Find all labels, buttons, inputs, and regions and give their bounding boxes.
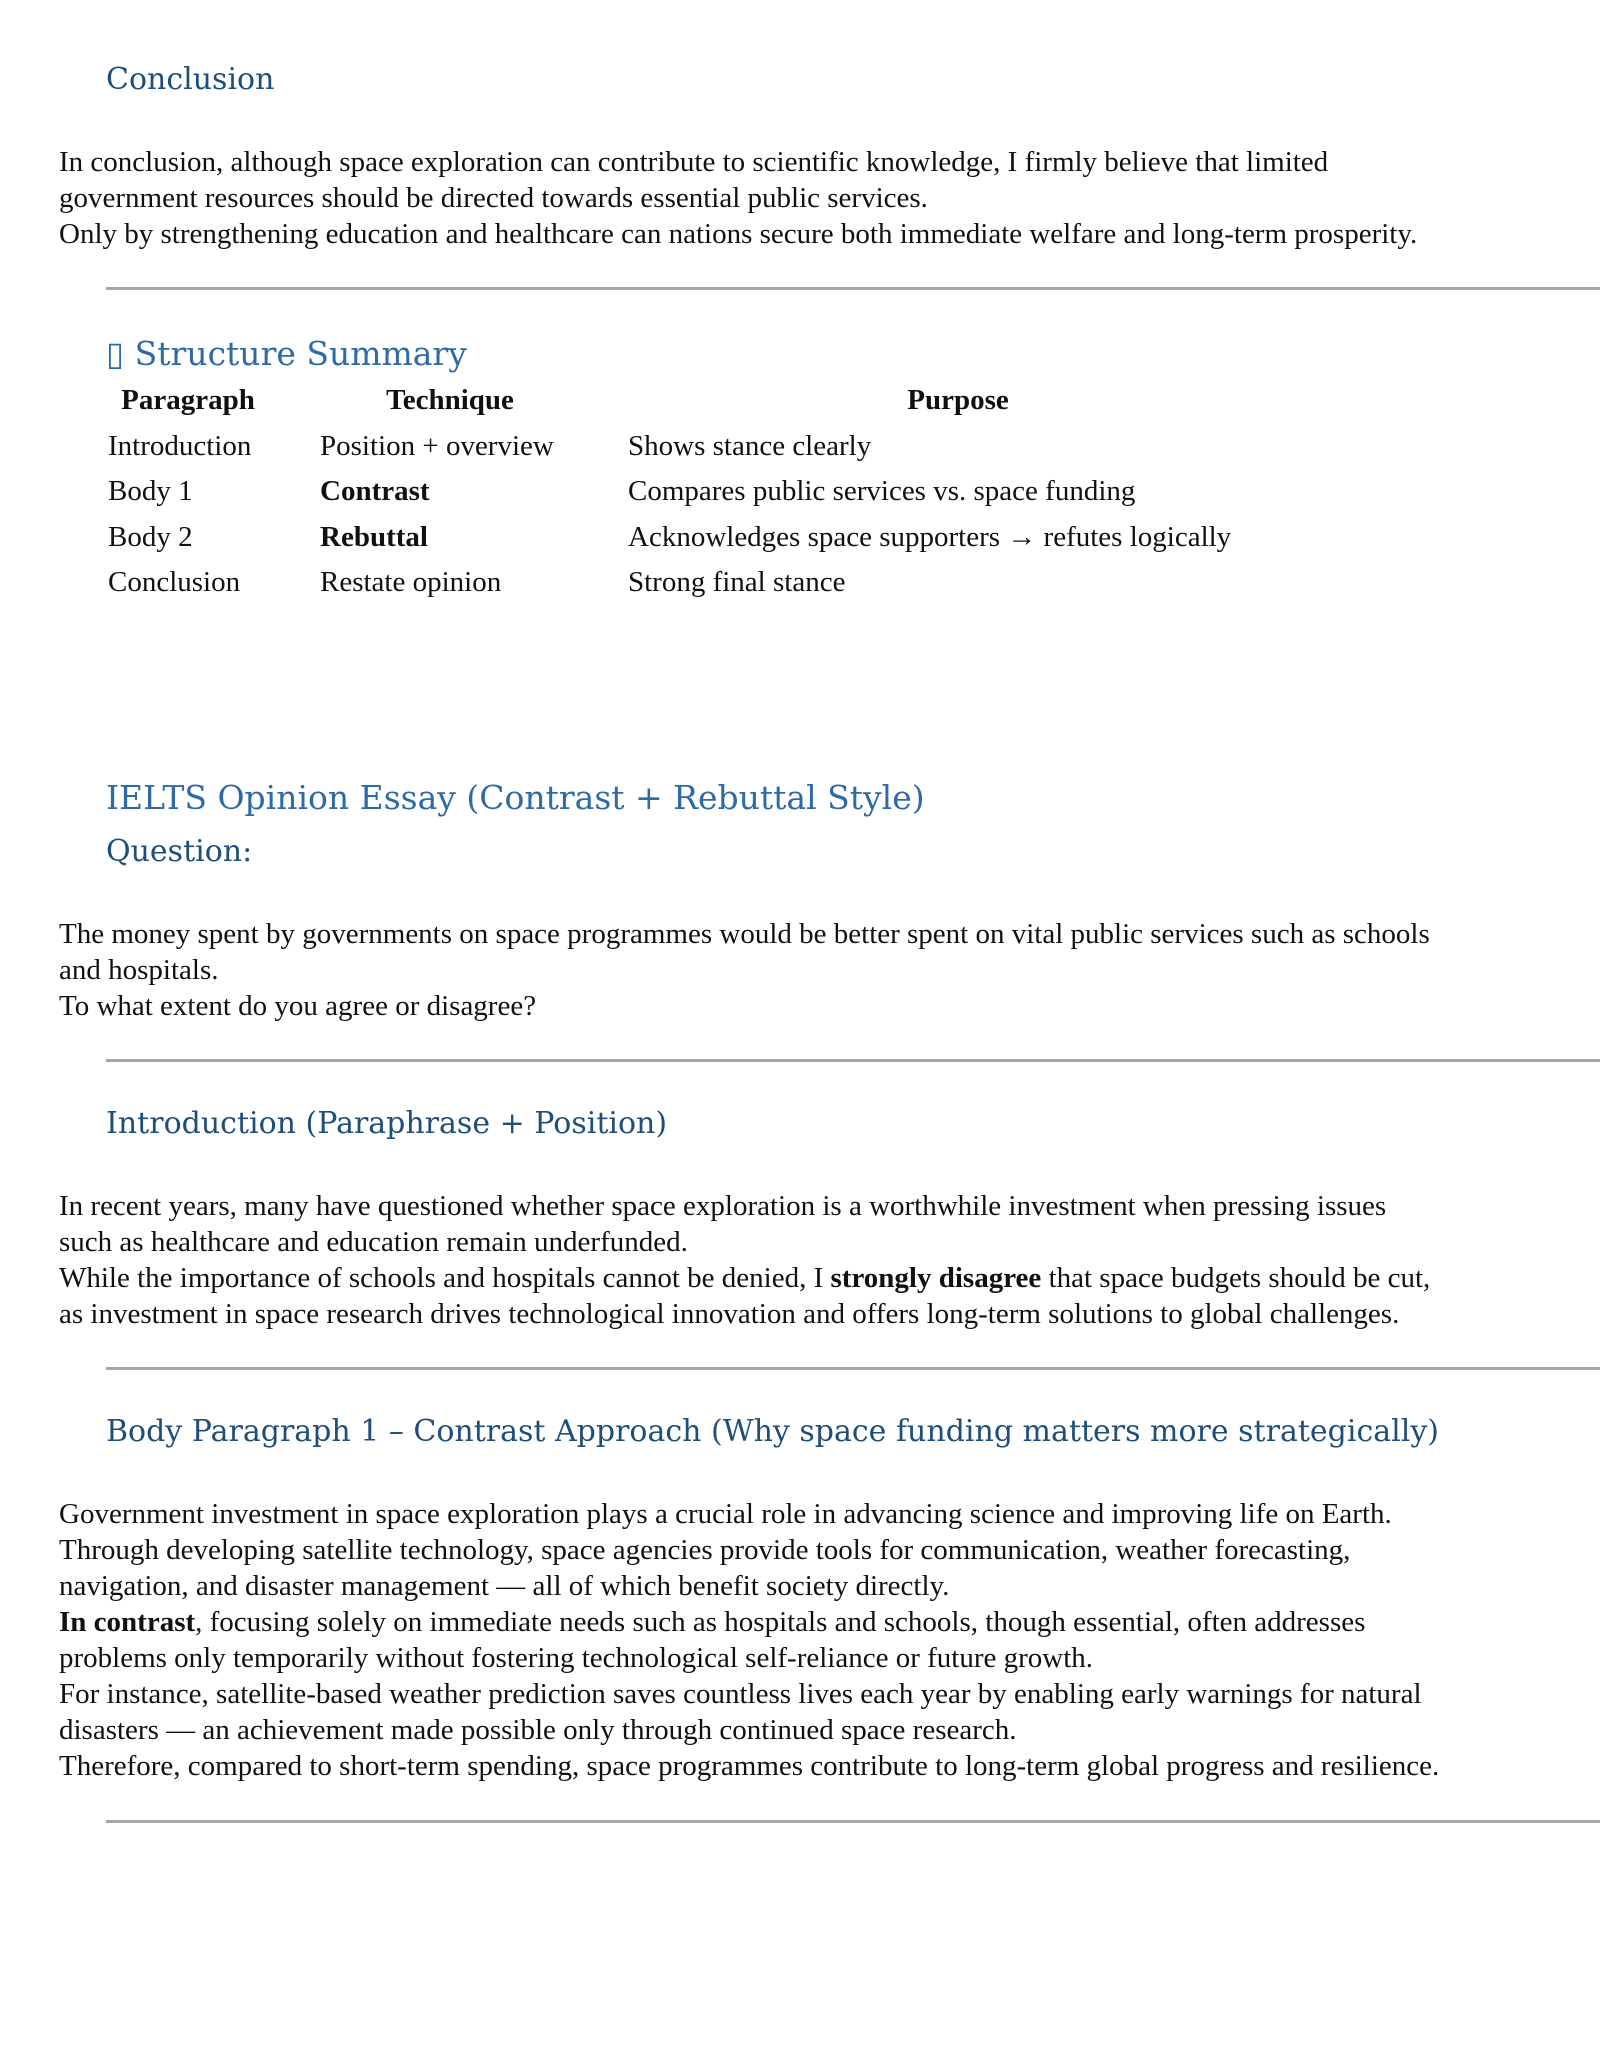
conclusion-paragraph	[59, 144, 1579, 252]
column-header-technique: Technique	[386, 384, 514, 416]
table-cell-purpose: Strong final stance	[628, 566, 846, 598]
placeholder-box-icon: ▯	[106, 334, 125, 373]
table-cell-purpose: Shows stance clearly	[628, 430, 872, 462]
body1-line-4	[59, 1604, 1579, 1640]
introduction-line-1: In recent years, many have questioned whether space exploration is a worthwhile investment when pressing issues	[59, 1190, 1387, 1222]
body1-line-2: Through developing satellite technology, space agencies provide tools for communication, weather forecasting,	[59, 1534, 1351, 1566]
introduction-paragraph	[59, 1188, 1579, 1332]
body1-heading: Body Paragraph 1 – Contrast Approach (Why space funding matters more strategically)	[106, 1414, 1439, 1449]
introduction-line-3	[59, 1260, 1579, 1296]
horizontal-rule-4	[106, 1820, 1600, 1823]
conclusion-line-3: Only by strengthening education and healthcare can nations secure both immediate welfare and long-term prosperity.	[59, 218, 1418, 250]
table-cell-purpose: Compares public services vs. space funding	[628, 475, 1136, 507]
body1-text: , focusing solely on immediate needs such as hospitals and schools, though essential, often addresses	[195, 1606, 1366, 1638]
body1-line-3: navigation, and disaster management — all of which benefit society directly.	[59, 1570, 950, 1602]
body1-line-1: Government investment in space exploration plays a crucial role in advancing science and improving life on Earth.	[59, 1498, 1392, 1530]
essay-title: IELTS Opinion Essay (Contrast + Rebuttal Style)	[106, 778, 925, 817]
column-header-paragraph: Paragraph	[121, 384, 255, 416]
column-header-purpose: Purpose	[907, 384, 1009, 416]
horizontal-rule-2	[106, 1059, 1600, 1062]
conclusion-line-2: government resources should be directed towards essential public services.	[59, 182, 928, 214]
introduction-text: that space budgets should be cut,	[1041, 1262, 1431, 1294]
body1-paragraph	[59, 1496, 1579, 1784]
conclusion-heading: Conclusion	[106, 62, 275, 97]
table-cell-technique: Contrast	[320, 475, 430, 507]
introduction-heading: Introduction (Paraphrase + Position)	[106, 1106, 668, 1141]
question-line-3: To what extent do you agree or disagree?	[59, 990, 537, 1022]
body1-line-5: problems only temporarily without fostering technological self-reliance or future growth.	[59, 1642, 1094, 1674]
horizontal-rule-3	[106, 1367, 1600, 1370]
table-cell-purpose: Acknowledges space supporters → refutes logically	[628, 521, 1232, 553]
table-cell-paragraph: Body 1	[108, 475, 193, 507]
introduction-text: While the importance of schools and hospitals cannot be denied, I	[59, 1262, 831, 1294]
question-line-1: The money spent by governments on space programmes would be better spent on vital public services such as schools	[59, 918, 1430, 950]
introduction-line-2: such as healthcare and education remain underfunded.	[59, 1226, 688, 1258]
question-paragraph	[59, 916, 1579, 1024]
body1-line-6: For instance, satellite-based weather prediction saves countless lives each year by enabling early warnings for natural	[59, 1678, 1422, 1710]
question-label: Question:	[106, 834, 253, 869]
body1-line-7: disasters — an achievement made possible only through continued space research.	[59, 1714, 1017, 1746]
table-cell-paragraph: Introduction	[108, 430, 252, 462]
question-line-2: and hospitals.	[59, 954, 219, 986]
table-cell-technique: Position + overview	[320, 430, 554, 462]
table-cell-paragraph: Body 2	[108, 521, 193, 553]
structure-summary-title: Structure Summary	[134, 334, 467, 373]
body1-line-8: Therefore, compared to short-term spending, space programmes contribute to long-term global progress and resilience.	[59, 1750, 1440, 1782]
body1-emphasis: In contrast	[59, 1606, 196, 1638]
horizontal-rule-1	[106, 287, 1600, 290]
conclusion-line-1: In conclusion, although space exploration can contribute to scientific knowledge, I firmly believe that limited	[59, 146, 1329, 178]
introduction-emphasis: strongly disagree	[830, 1262, 1042, 1294]
table-cell-paragraph: Conclusion	[108, 566, 241, 598]
structure-summary-heading	[106, 334, 467, 373]
table-cell-technique: Rebuttal	[320, 521, 428, 553]
introduction-line-4: as investment in space research drives technological innovation and offers long-term solutions to global challenges.	[59, 1298, 1400, 1330]
table-cell-technique: Restate opinion	[320, 566, 502, 598]
